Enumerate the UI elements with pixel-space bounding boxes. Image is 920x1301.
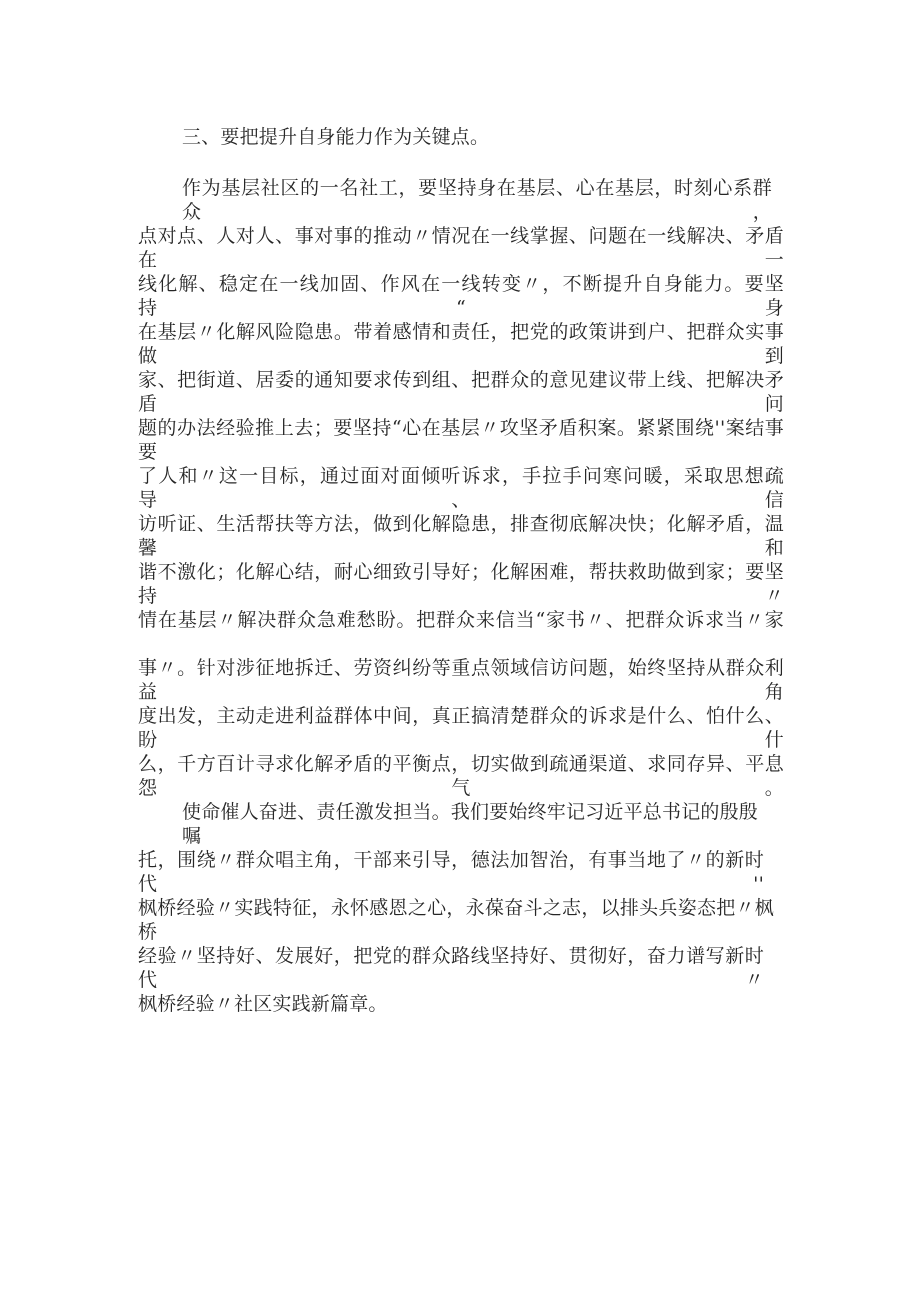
section-heading: 三、要把提升自身能力作为关键点。	[182, 126, 490, 148]
paragraph1-line-12: 度出发，主动走进利益群体中间，真正搞清楚群众的诉求是什么、怕什么、盼什	[138, 705, 784, 751]
paragraph1-line-13: 么，千方百计寻求化解矛盾的平衡点，切实做到疏通渠道、求同存异、平息怨气。	[138, 753, 784, 799]
paragraph2-line-2: 托，围绕〃群众唱主角，干部来引导，德法加智治，有事当地了〃的新时代''	[138, 849, 764, 895]
paragraph1-line-11: 事〃。针对涉征地拆迁、劳资纠纷等重点领域信访问题，始终坚持从群众利益角	[138, 657, 784, 703]
paragraph1-line-9: 谐不激化；化解心结，耐心细致引导好；化解困难，帮扶救助做到家；要坚持〃	[138, 561, 784, 607]
paragraph1-line-10: 情在基层〃解决群众急难愁盼。把群众来信当“家书〃、把群众诉求当〃家	[138, 609, 784, 631]
paragraph1-line-1: 作为基层社区的一名社工，要坚持身在基层、心在基层，时刻心系群众，	[182, 177, 772, 223]
paragraph2-line-3: 枫桥经验〃实践特征，永怀感恩之心，永葆奋斗之志，以排头兵姿态把〃枫桥	[138, 897, 774, 943]
paragraph1-line-3: 线化解、稳定在一线加固、作风在一线转变〃，不断提升自身能力。要坚持“身	[138, 273, 784, 319]
paragraph2-line-1: 使命催人奋进、责任激发担当。我们要始终牢记习近平总书记的殷殷嘱	[182, 801, 758, 847]
paragraph1-line-7: 了人和〃这一目标，通过面对面倾听诉求，手拉手问寒问暖，采取思想疏导、信	[138, 465, 784, 511]
paragraph2-line-4: 经验〃坚持好、发展好，把党的群众路线坚持好、贯彻好，奋力谱写新时代〃	[138, 945, 764, 991]
paragraph1-line-6: 题的办法经验推上去；要坚持“心在基层〃攻坚矛盾积案。紧紧围绕''案结事要	[138, 417, 784, 463]
paragraph1-line-4: 在基层〃化解风险隐患。带着感情和责任，把党的政策讲到户、把群众实事做到	[138, 321, 784, 367]
paragraph1-line-5: 家、把街道、居委的通知要求传到组、把群众的意见建议带上线、把解决矛盾问	[138, 369, 784, 415]
paragraph1-line-2: 点对点、人对人、事对事的推动〃情况在一线掌握、问题在一线解决、矛盾在一	[138, 225, 784, 271]
paragraph1-line-8: 访听证、生活帮扶等方法，做到化解隐患，排查彻底解决快；化解矛盾，温馨和	[138, 513, 784, 559]
paragraph2-line-5: 枫桥经验〃社区实践新篇章。	[138, 993, 388, 1015]
